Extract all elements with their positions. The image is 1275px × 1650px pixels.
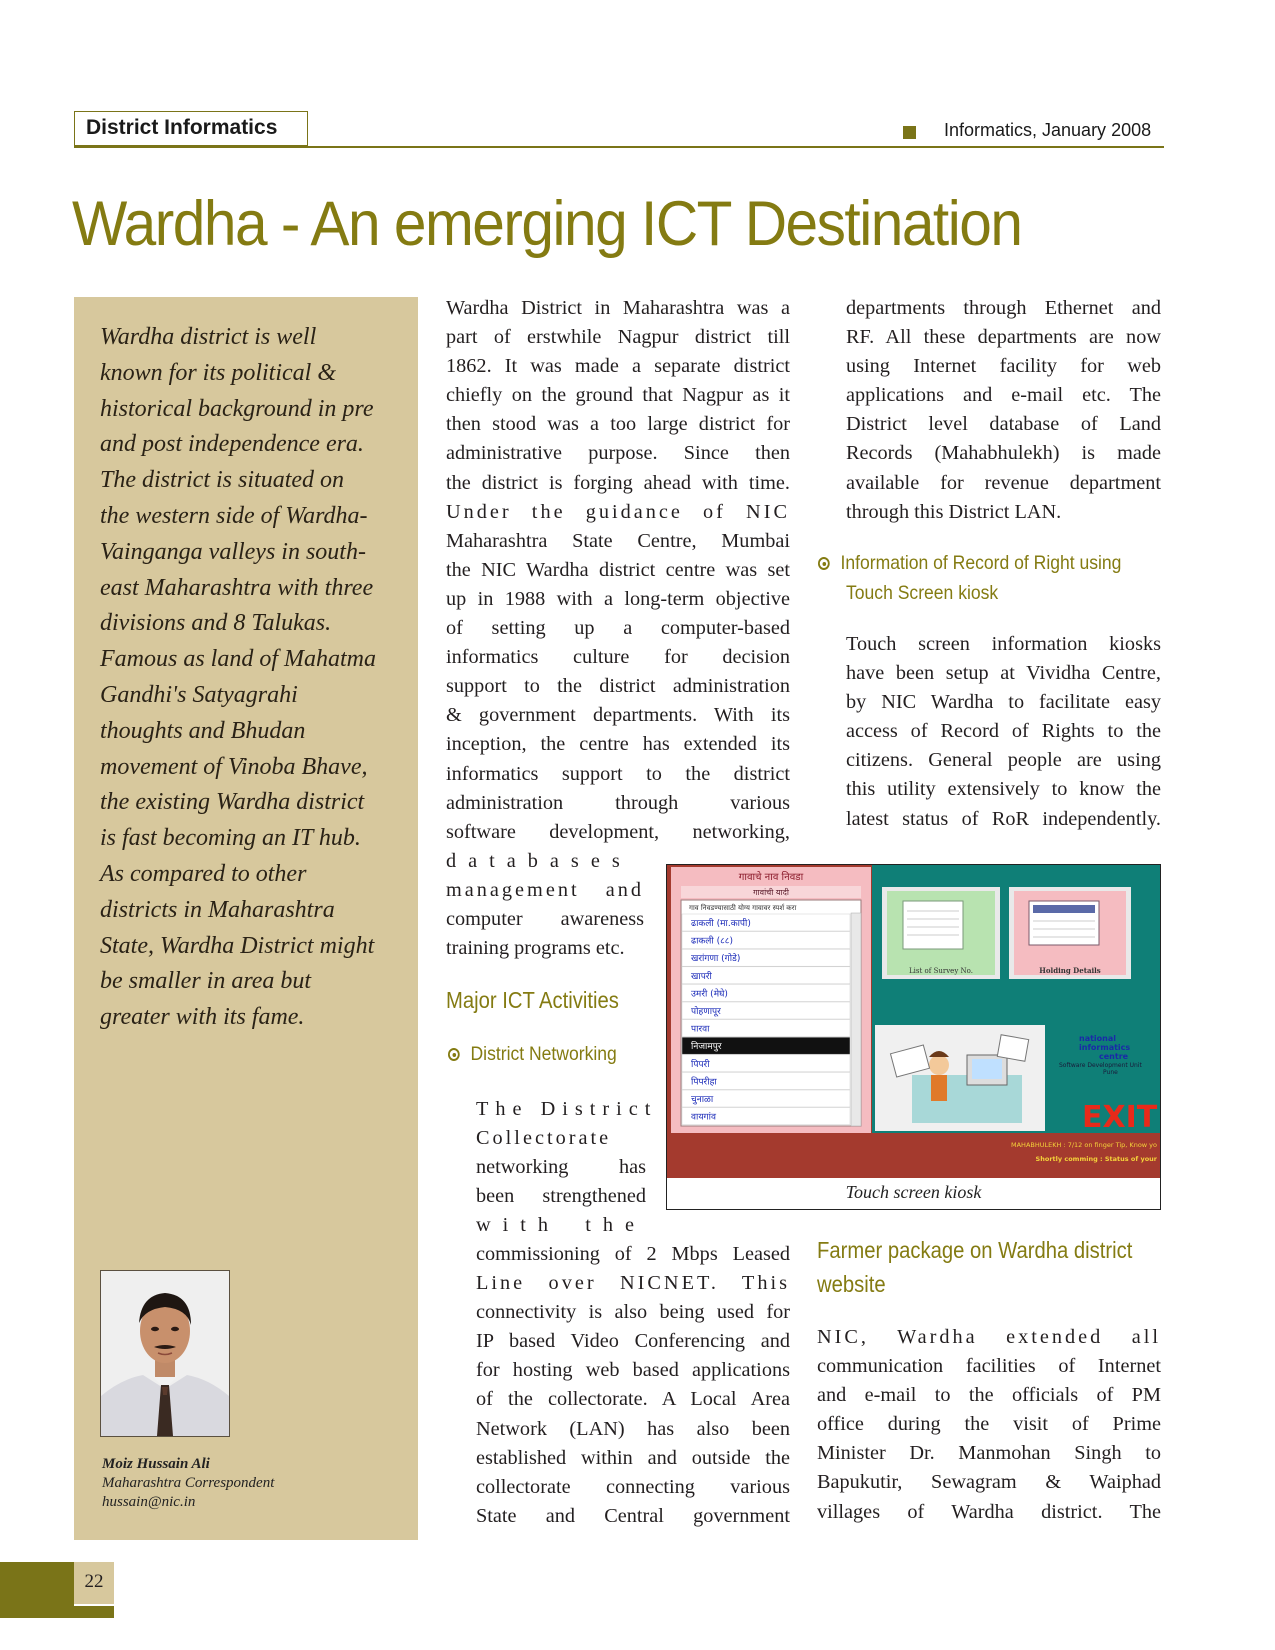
body-line: with the — [476, 1214, 646, 1237]
tile-survey-label[interactable]: List of Survey No. — [909, 967, 973, 975]
body-line: management and — [446, 879, 644, 902]
body-line: IP based Video Conferencing and — [476, 1330, 790, 1353]
body-line: departments through Ethernet and — [846, 297, 1161, 319]
list-title: गावाचे नाव निवडा — [738, 872, 804, 883]
village-row-label: खापरी — [691, 971, 712, 982]
column-1-wrap — [446, 847, 644, 963]
nic-logo-line: Pune — [1103, 1069, 1118, 1076]
body-line: office during the visit of Prime — [817, 1413, 1161, 1436]
body-line: by NIC Wardha to facilitate easy — [846, 691, 1161, 714]
lead-line: As compared to other — [100, 860, 307, 887]
village-row-label: निजामपुर — [691, 1042, 722, 1053]
body-line: training programs etc. — [446, 937, 625, 960]
page-number: 22 — [84, 1571, 104, 1592]
body-line: established within and outside the — [476, 1446, 790, 1469]
body-line: Network (LAN) has also been — [476, 1417, 790, 1440]
body-line: have been setup at Vividha Centre, — [846, 662, 1161, 685]
author-email: hussain@nic.in — [102, 1494, 196, 1510]
body-line: Records (Mahabhulekh) is made — [846, 442, 1161, 465]
body-line: networking has — [476, 1156, 646, 1179]
body-line: access of Record of Rights to the — [846, 720, 1161, 743]
nic-logo-line: centre — [1099, 1052, 1129, 1061]
author-name: Moiz Hussain Ali — [102, 1456, 210, 1472]
lead-line: the existing Wardha district — [100, 789, 365, 816]
body-line: informatics support to the district — [446, 762, 790, 785]
body-line: Line over NICNET. This — [476, 1272, 790, 1295]
column-1-networking — [476, 1240, 790, 1531]
author-byline — [102, 1455, 274, 1512]
village-row-label: ढाकली (८८) — [691, 936, 733, 947]
body-line: Minister Dr. Manmohan Singh to — [817, 1442, 1161, 1465]
body-line: Collectorate — [476, 1127, 612, 1150]
body-line: support to the district administration — [446, 675, 790, 698]
body-line: Under the guidance of NIC — [446, 500, 790, 523]
lead-line: State, Wardha District might — [100, 932, 375, 959]
lead-line: Famous as land of Mahatma — [100, 646, 376, 673]
body-line: commissioning of 2 Mbps Leased — [476, 1243, 790, 1265]
subheading-ror-kiosk — [818, 548, 1121, 578]
body-line: State and Central government — [476, 1504, 790, 1527]
body-line: & government departments. With its — [446, 704, 790, 727]
lead-line: Wardha district is well — [100, 324, 317, 350]
body-line: chiefly on the ground that Nagpur as it — [446, 384, 790, 407]
issue-label: Informatics, January 2008 — [944, 120, 1152, 140]
body-line: this utility extensively to know the — [846, 778, 1161, 801]
body-line: Touch screen information kiosks — [846, 633, 1161, 655]
body-line: using Internet facility for web — [846, 355, 1161, 378]
ticker-line: MAHABHULEKH : 7/12 on finger Tip, Know yo — [1011, 1141, 1157, 1149]
list-subtitle: गावांची यादी — [753, 888, 789, 897]
lead-line: historical background in pre — [100, 395, 374, 422]
subheading-text: Information of Record of Right using — [840, 552, 1122, 574]
column-2-top — [846, 294, 1161, 527]
heading-major-ict-activities: Major ICT Activities — [446, 987, 619, 1013]
body-line: computer awareness — [446, 908, 644, 931]
subheading-text: District Networking — [470, 1043, 617, 1065]
body-line: inception, the centre has extended its — [446, 733, 790, 756]
kiosk-screenshot — [667, 865, 1160, 1178]
village-row-label: पारवा — [691, 1024, 710, 1035]
footer-block — [0, 1562, 74, 1618]
lead-paragraph — [100, 320, 400, 1036]
lead-line: be smaller in area but — [100, 968, 312, 995]
nic-logo-line: national — [1079, 1034, 1116, 1043]
body-line: available for revenue department — [846, 471, 1161, 494]
ticker-line: Shortly comming : Status of your — [1035, 1155, 1157, 1163]
subheading-district-networking — [448, 1039, 617, 1069]
nic-logo-line: informatics — [1079, 1043, 1131, 1052]
body-line: administrative purpose. Since then — [446, 442, 790, 465]
header-rule — [74, 146, 1164, 148]
body-line: applications and e-mail etc. The — [846, 384, 1161, 407]
body-line: RF. All these departments are now — [846, 326, 1161, 349]
body-line: administration through various — [446, 791, 790, 814]
heading-farmer-package-line-2: website — [817, 1271, 886, 1297]
village-row-label: चुनाळा — [691, 1095, 714, 1105]
lead-line: east Maharashtra with three — [100, 574, 374, 601]
village-row-label: पिपरी — [691, 1059, 710, 1070]
body-line: 1862. It was made a separate district — [446, 355, 790, 378]
body-line: of setting up a computer-based — [446, 617, 790, 640]
author-role: Maharashtra Correspondent — [102, 1475, 275, 1491]
footer-strip — [74, 1606, 114, 1618]
body-line: The District — [476, 1098, 658, 1120]
lead-line: Vainganga valleys in south- — [100, 538, 366, 565]
body-line: for hosting web based applications — [476, 1359, 790, 1382]
village-row-label: खरांगणा (गोडे) — [691, 954, 741, 965]
lead-line: the western side of Wardha- — [100, 502, 368, 529]
body-line: communication facilities of Internet — [817, 1355, 1161, 1378]
column-2-kiosk — [846, 630, 1161, 834]
author-portrait-image — [101, 1271, 229, 1436]
body-line: latest status of RoR independently. — [846, 807, 1161, 830]
figure-caption: Touch screen kiosk — [845, 1182, 982, 1202]
radio-bullet-icon — [818, 557, 830, 570]
exit-button[interactable]: EXIT — [1082, 1100, 1158, 1135]
body-line: District level database of Land — [846, 413, 1161, 436]
lead-line: movement of Vinoba Bhave, — [100, 753, 368, 780]
header-square-marker — [903, 126, 916, 139]
body-line: villages of Wardha district. The — [817, 1500, 1161, 1523]
radio-bullet-icon — [448, 1048, 460, 1061]
body-line: part of erstwhile Nagpur district till — [446, 326, 790, 349]
lead-line: greater with its fame. — [100, 1004, 305, 1031]
list-header: गाव निवडण्यासाठी योग्य गावावर स्पर्श करा — [689, 904, 797, 912]
body-line: been strengthened — [476, 1185, 646, 1208]
lead-line: The district is situated on — [100, 467, 345, 494]
lead-line: Gandhi's Satyagrahi — [100, 681, 298, 708]
kiosk-figure — [666, 864, 1161, 1210]
nic-logo-line: Software Development Unit — [1059, 1062, 1142, 1069]
village-row-label: ढाकली (मा.कापी) — [691, 919, 751, 929]
lead-line: known for its political & — [100, 359, 337, 386]
tile-holding-label[interactable]: Holding Details — [1039, 966, 1101, 975]
lead-line: districts in Maharashtra — [100, 896, 335, 923]
body-line: up in 1988 with a long-term objective — [446, 587, 790, 610]
lead-line: thoughts and Bhudan — [100, 717, 306, 744]
heading-farmer-package: Farmer package on Wardha district — [817, 1237, 1133, 1263]
column-1-networking-wrap — [476, 1095, 658, 1240]
village-row-label: पोहणापूर — [691, 1007, 721, 1017]
column-1-intro — [446, 294, 790, 847]
body-line: NIC, Wardha extended all — [817, 1326, 1161, 1348]
body-line: through this District LAN. — [846, 500, 1062, 523]
body-line: software development, networking, — [446, 820, 790, 843]
village-row-label: उमरी (मेघे) — [691, 989, 728, 1000]
village-row-label: पिपरीहा — [691, 1077, 717, 1088]
body-line: citizens. General people are using — [846, 749, 1161, 772]
article-title: Wardha - An emerging ICT Destination — [72, 189, 1022, 259]
list-scrollbar[interactable] — [851, 913, 861, 1126]
village-row-label: वायगांव — [691, 1112, 716, 1123]
body-line: databases — [446, 850, 632, 872]
lead-line: is fast becoming an IT hub. — [100, 825, 361, 852]
lead-line: and post independence era. — [100, 431, 364, 458]
column-2-farmer — [817, 1323, 1161, 1527]
subheading-ror-kiosk-line-2: Touch Screen kiosk — [846, 582, 999, 604]
body-line: Wardha District in Maharashtra was a — [446, 297, 790, 319]
body-line: the district is forging ahead with time. — [446, 471, 790, 494]
lead-line: divisions and 8 Talukas. — [100, 610, 332, 637]
body-line: connectivity is also being used for — [476, 1301, 790, 1324]
body-line: of the collectorate. A Local Area — [476, 1388, 790, 1411]
body-line: informatics culture for decision — [446, 646, 790, 669]
body-line: collectorate connecting various — [476, 1475, 790, 1498]
section-tag: District Informatics — [74, 111, 308, 146]
body-line: Bapukutir, Sewagram & Waiphad — [817, 1471, 1161, 1494]
author-photo — [100, 1270, 230, 1437]
body-line: Maharashtra State Centre, Mumbai — [446, 529, 790, 552]
body-line: and e-mail to the officials of PM — [817, 1384, 1161, 1407]
body-line: then stood was a too large district for — [446, 413, 790, 436]
body-line: the NIC Wardha district centre was set — [446, 558, 790, 581]
